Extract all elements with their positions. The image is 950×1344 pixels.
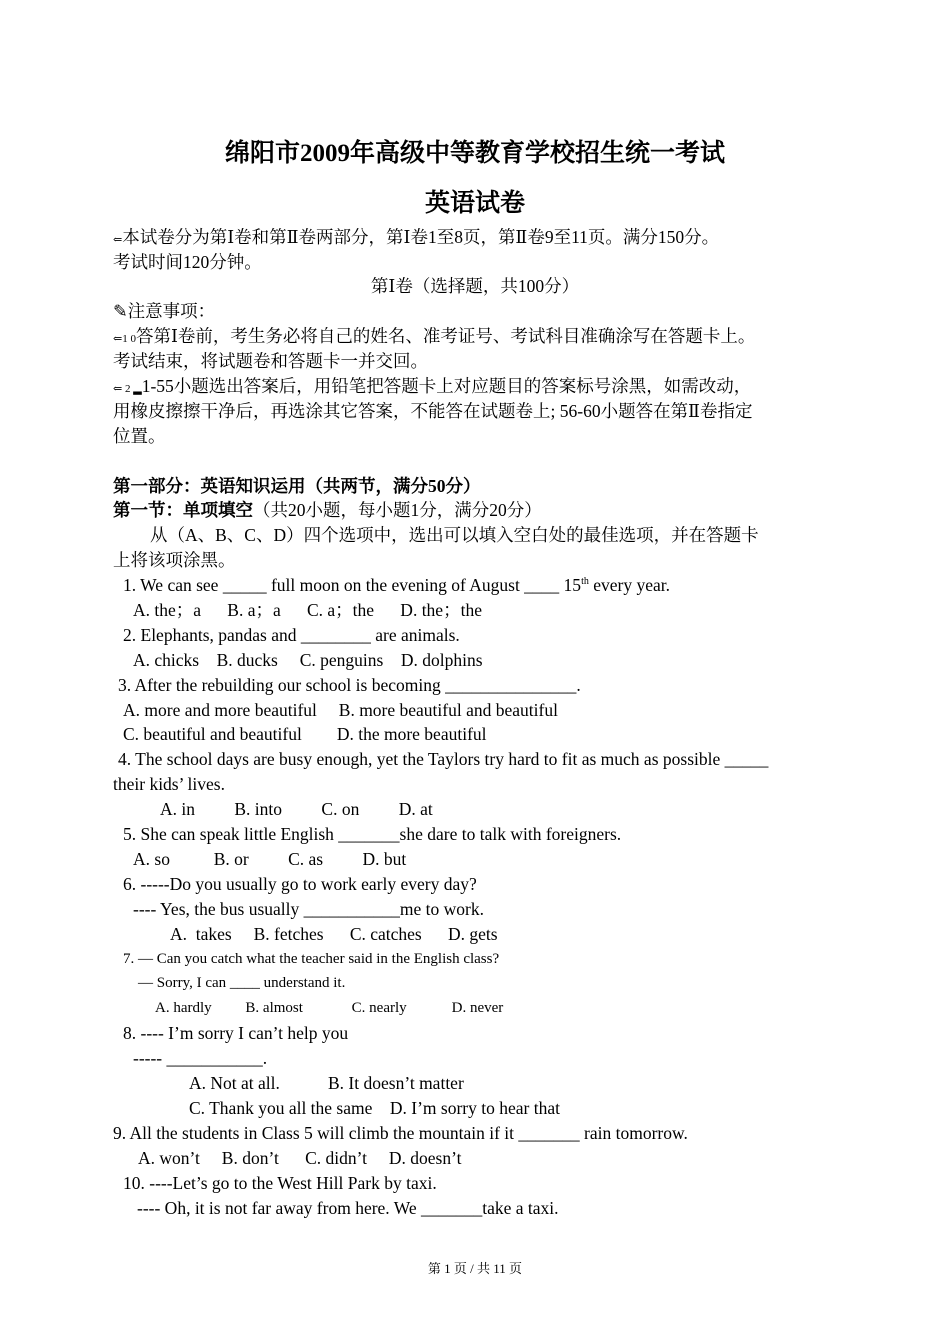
question-3-options-2: C. beautiful and beautiful D. the more beautiful <box>123 724 487 744</box>
part-1-heading: 第一部分：英语知识运用（共两节，满分50分） <box>113 476 481 496</box>
note-2-mark: ⇐ 2 ▂ <box>113 383 142 395</box>
question-7-line-1: 7. — Can you catch what the teacher said in the English class? <box>123 951 500 967</box>
question-10-line-1: 10. ----Let’s go to the West Hill Park by taxi. <box>123 1173 437 1193</box>
instruction-line-2: 上将该项涂黑。 <box>113 550 236 570</box>
question-4-options: A. in B. into C. on D. at <box>160 799 433 819</box>
question-7-options: A. hardly B. almost C. nearly D. never <box>155 1000 504 1016</box>
question-8-options-2: C. Thank you all the same D. I’m sorry to hear that <box>189 1098 560 1118</box>
question-1: 1. We can see _____ full moon on the evening of August ____ 15th every year. <box>123 575 670 595</box>
note-1-mark: ⇐1 0 <box>113 333 136 345</box>
note-2-line-2: 用橡皮擦擦干净后，再选涂其它答案，不能答在试题卷上; 56-60小题答在第Ⅱ卷指定 <box>113 401 753 421</box>
question-2-options: A. chicks B. ducks C. penguins D. dolphins <box>133 650 483 670</box>
question-6-options: A. takes B. fetches C. catches D. gets <box>170 924 498 944</box>
question-10-line-2: ---- Oh, it is not far away from here. We _______take a taxi. <box>137 1198 559 1218</box>
question-6-line-1: 6. -----Do you usually go to work early every day? <box>123 874 477 894</box>
question-7-line-2: — Sorry, I can ____ understand it. <box>138 975 346 991</box>
question-3-options-1: A. more and more beautiful B. more beautiful and beautiful <box>123 700 558 720</box>
pen-icon: ✎ <box>113 301 128 321</box>
intro-line-1: ⇐本试卷分为第Ⅰ卷和第Ⅱ卷两部分，第Ⅰ卷1至8页，第Ⅱ卷9至11页。满分150分。 <box>113 227 720 247</box>
question-5-options: A. so B. or C. as D. but <box>133 849 407 869</box>
page-number: 第 1 页 / 共 11 页 <box>427 1261 523 1276</box>
volume-title: 第Ⅰ卷（选择题，共100分） <box>370 276 580 296</box>
exam-subtitle: 英语试卷 <box>424 190 525 217</box>
question-1-options: A. the；a B. a；a C. a；the D. the；the <box>133 600 482 620</box>
instruction-line-1: 从（A、B、C、D）四个选项中，选出可以填入空白处的最佳选项，并在答题卡 <box>150 525 759 545</box>
exam-title: 绵阳市2009年高级中等教育学校招生统一考试 <box>224 140 725 167</box>
notice-heading: ✎注意事项： <box>113 301 216 321</box>
note-2-line-1: ⇐ 2 ▂1-55小题选出答案后，用铅笔把答题卡上对应题目的答案标号涂黑，如需改动， <box>113 376 752 396</box>
question-9: 9. All the students in Class 5 will climb the mountain if it _______ rain tomorrow. <box>113 1123 688 1143</box>
question-4-line-1: 4. The school days are busy enough, yet the Taylors try hard to fit as much as possible _____ <box>118 749 769 769</box>
note-2-line-3: 位置。 <box>113 426 166 446</box>
section-1-heading: 第一节：单项填空（共20小题，每小题1分，满分20分） <box>113 500 542 520</box>
note-1-line-2: 考试结束，将试题卷和答题卡一并交回。 <box>113 351 428 371</box>
intro-mark: ⇐ <box>113 234 123 246</box>
question-8-line-1: 8. ---- I’m sorry I can’t help you <box>123 1023 349 1043</box>
question-9-options: A. won’t B. don’t C. didn’t D. doesn’t <box>138 1148 462 1168</box>
question-3: 3. After the rebuilding our school is becoming _______________. <box>118 675 581 695</box>
question-6-line-2: ---- Yes, the bus usually ___________me to work. <box>133 899 484 919</box>
intro-line-2: 考试时间120分钟。 <box>113 252 262 272</box>
question-5: 5. She can speak little English _______she dare to talk with foreigners. <box>123 824 622 844</box>
note-1-line-1: ⇐1 0答第Ⅰ卷前，考生务必将自己的姓名、准考证号、考试科目准确涂写在答题卡上。 <box>113 326 756 346</box>
question-8-options-1: A. Not at all. B. It doesn’t matter <box>189 1073 464 1093</box>
question-2: 2. Elephants, pandas and ________ are animals. <box>123 625 460 645</box>
question-8-line-2: ----- ___________. <box>133 1048 268 1068</box>
question-4-line-2: their kids’ lives. <box>113 774 225 794</box>
